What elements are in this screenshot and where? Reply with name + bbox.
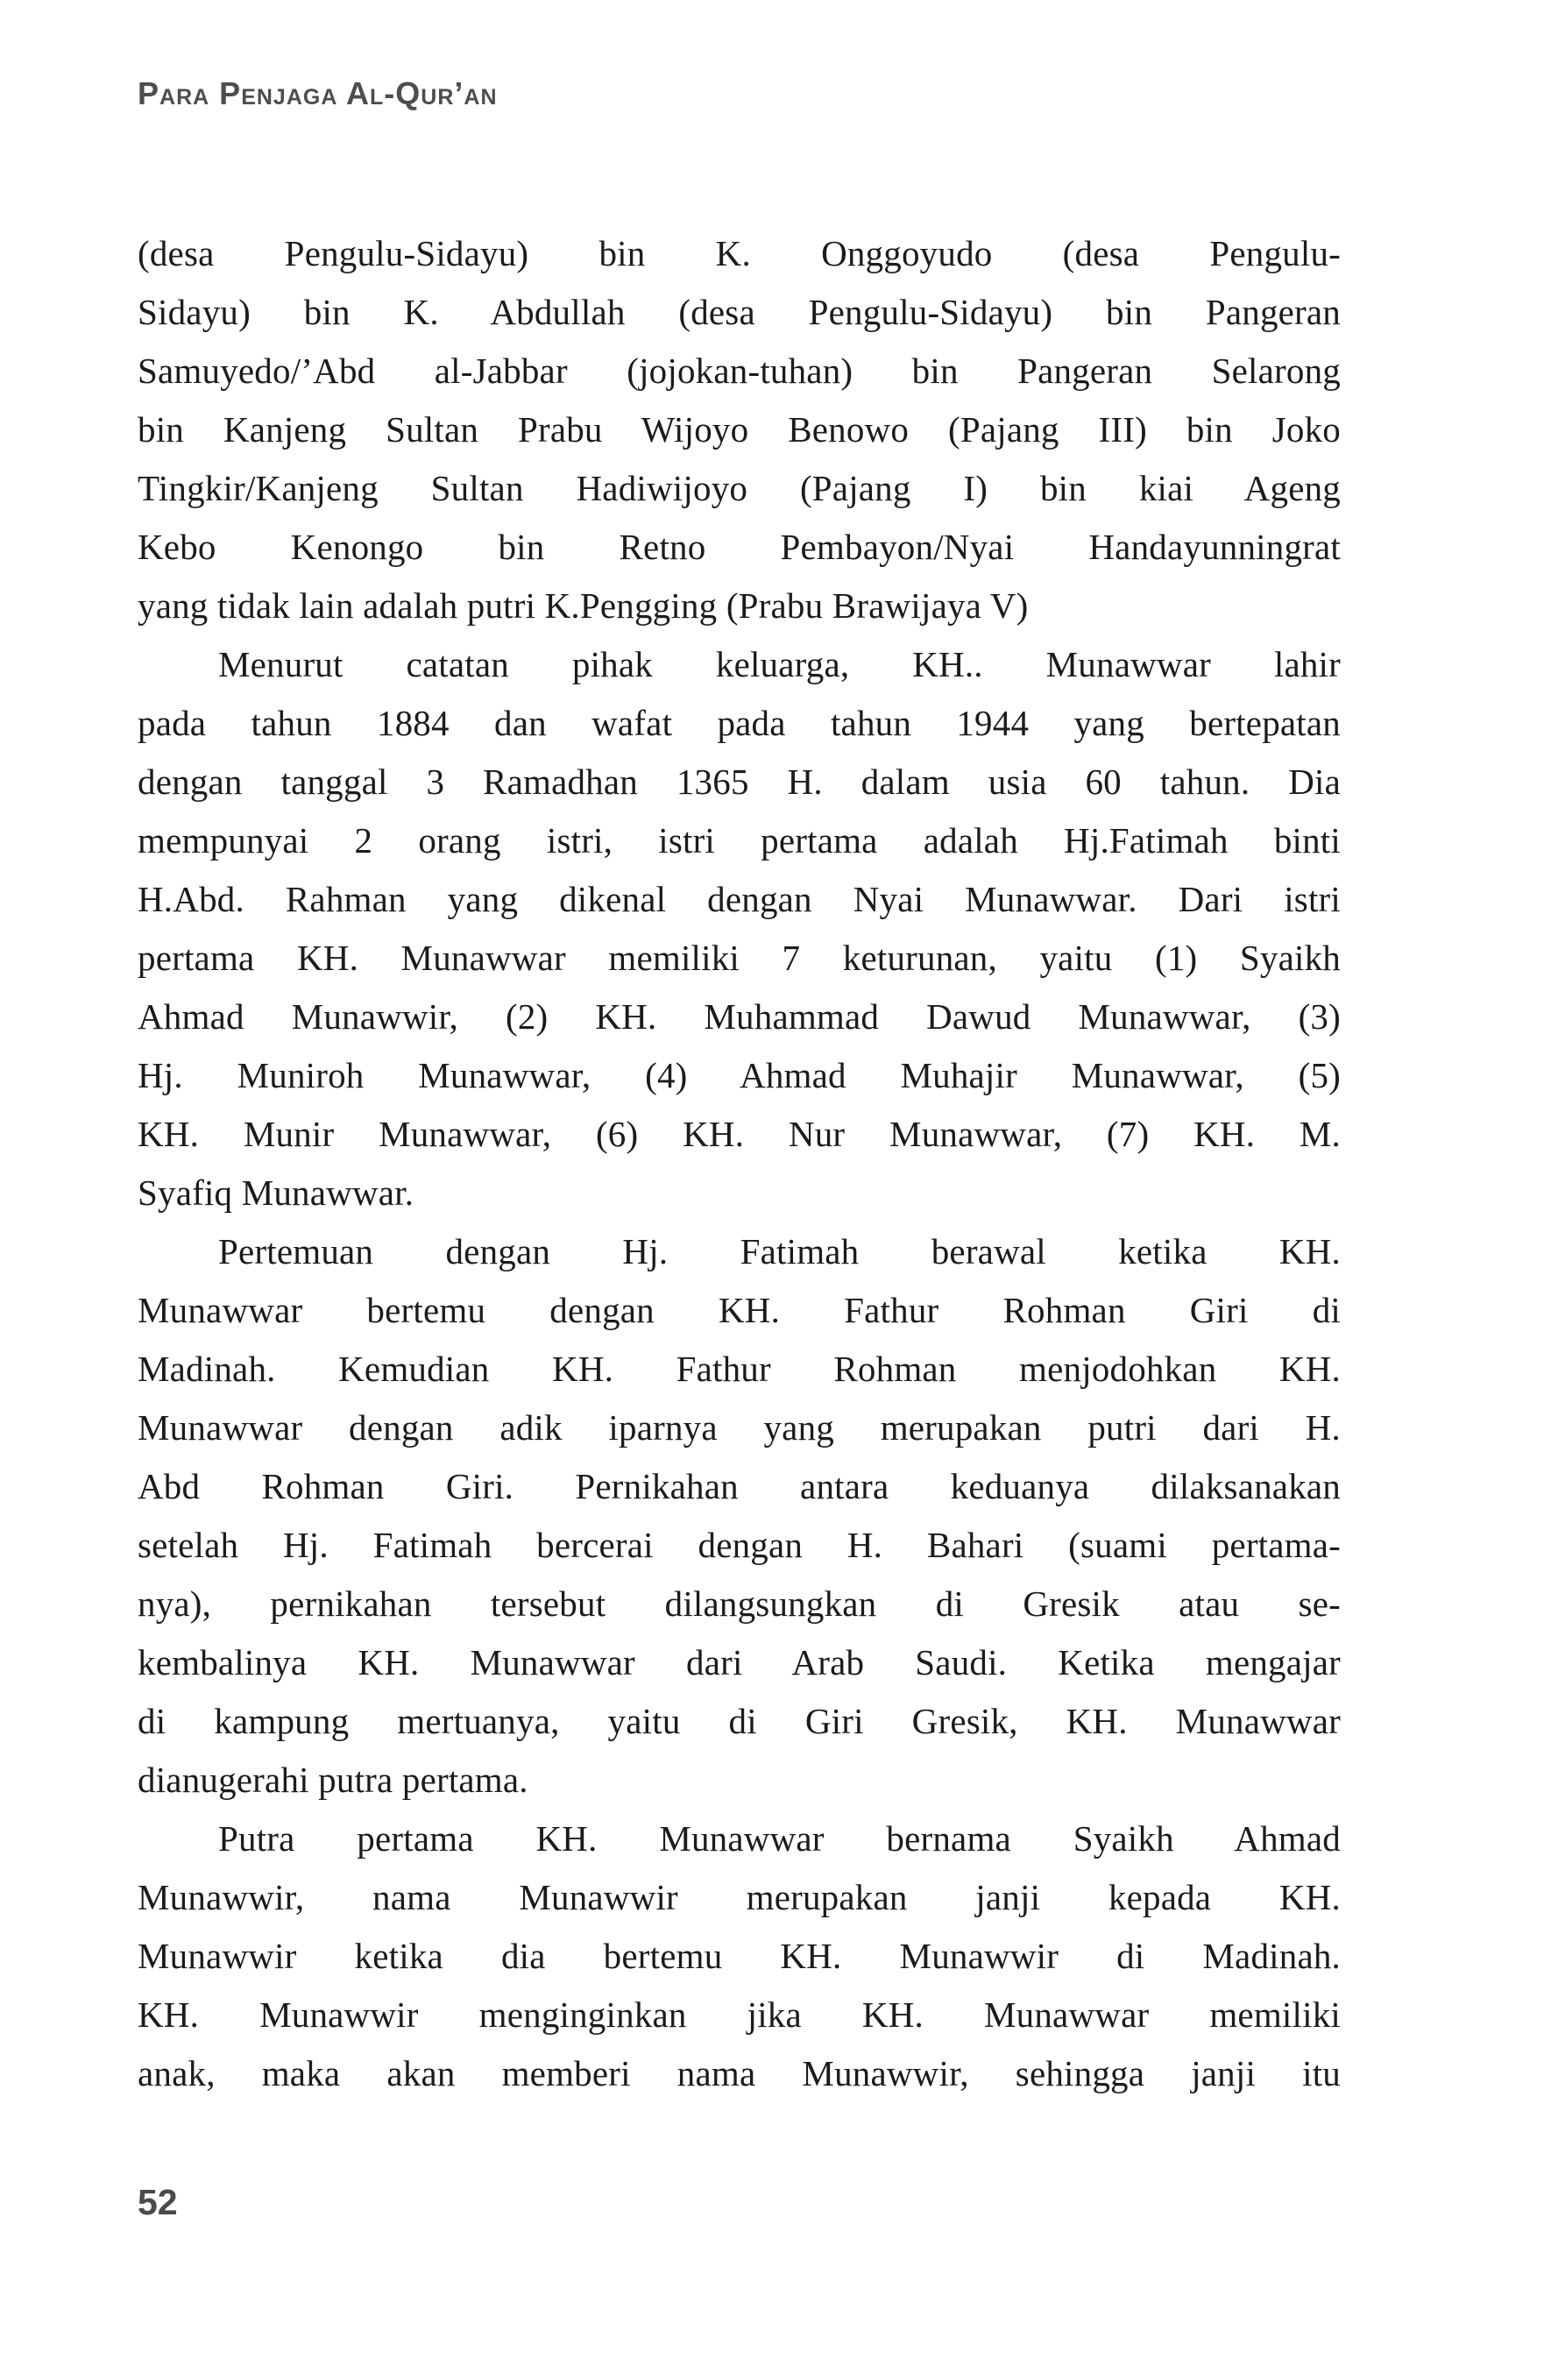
text-line: di kampung mertuanya, yaitu di Giri Gresik, KH. Munawwar [138, 1701, 1341, 1741]
text-line: anak, maka akan memberi nama Munawwir, sehingga janji itu [138, 2053, 1341, 2093]
text-line: Madinah. Kemudian KH. Fathur Rohman menjodohkan KH. [138, 1349, 1341, 1389]
text-line: Syafiq Munawwar. [138, 1172, 414, 1213]
text-line: Hj. Muniroh Munawwar, (4) Ahmad Muhajir Munawwar, (5) [138, 1055, 1341, 1095]
text-line: bin Kanjeng Sultan Prabu Wijoyo Benowo (Pajang III) bin Joko [138, 409, 1341, 450]
text-line: dengan tanggal 3 Ramadhan 1365 H. dalam usia 60 tahun. Dia [138, 761, 1341, 802]
text-line: Munawwir, nama Munawwir merupakan janji kepada KH. [138, 1877, 1341, 1917]
text-line: Munawwir ketika dia bertemu KH. Munawwir di Madinah. [138, 1936, 1341, 1976]
text-line: (desa Pengulu-Sidayu) bin K. Onggoyudo (desa Pengulu- [138, 233, 1341, 273]
text-line: Munawwar dengan adik iparnya yang merupakan putri dari H. [138, 1407, 1341, 1448]
text-line: Menurut catatan pihak keluarga, KH.. Munawwar lahir [218, 644, 1341, 684]
text-line: Pertemuan dengan Hj. Fatimah berawal ketika KH. [218, 1231, 1341, 1271]
text-line: mempunyai 2 orang istri, istri pertama adalah Hj.Fatimah binti [138, 820, 1341, 861]
page-number: 52 [138, 2182, 178, 2222]
text-line: Samuyedo/’Abd al-Jabbar (jojokan-tuhan) bin Pangeran Selarong [138, 351, 1341, 391]
text-line: pada tahun 1884 dan wafat pada tahun 1944 yang bertepatan [138, 703, 1341, 743]
text-line: setelah Hj. Fatimah bercerai dengan H. Bahari (suami pertama- [138, 1525, 1341, 1565]
body-text [138, 224, 1341, 2103]
text-line: KH. Munawwir menginginkan jika KH. Munawwar memiliki [138, 1994, 1341, 2035]
text-line: kembalinya KH. Munawwar dari Arab Saudi. Ketika mengajar [138, 1642, 1341, 1682]
text-line: pertama KH. Munawwar memiliki 7 keturunan, yaitu (1) Syaikh [138, 938, 1341, 978]
text-line: Kebo Kenongo bin Retno Pembayon/Nyai Handayunningrat [138, 527, 1341, 567]
text-line: H.Abd. Rahman yang dikenal dengan Nyai Munawwar. Dari istri [138, 879, 1341, 919]
text-line: yang tidak lain adalah putri K.Pengging (Prabu Brawijaya V) [138, 585, 1029, 626]
text-line: Munawwar bertemu dengan KH. Fathur Rohman Giri di [138, 1290, 1341, 1330]
text-line: Sidayu) bin K. Abdullah (desa Pengulu-Sidayu) bin Pangeran [138, 292, 1341, 332]
text-line: Tingkir/Kanjeng Sultan Hadiwijoyo (Pajang I) bin kiai Ageng [138, 468, 1341, 508]
text-line: dianugerahi putra pertama. [138, 1760, 528, 1800]
text-line: Ahmad Munawwir, (2) KH. Muhammad Dawud Munawwar, (3) [138, 996, 1341, 1037]
text-line: KH. Munir Munawwar, (6) KH. Nur Munawwar, (7) KH. M. [138, 1114, 1341, 1154]
text-line: Putra pertama KH. Munawwar bernama Syaikh Ahmad [218, 1818, 1341, 1859]
running-header: Para Penjaga Al-Qur’an [138, 75, 498, 111]
text-line: Abd Rohman Giri. Pernikahan antara keduanya dilaksanakan [138, 1466, 1341, 1506]
text-line: nya), pernikahan tersebut dilangsungkan di Gresik atau se- [138, 1583, 1341, 1624]
